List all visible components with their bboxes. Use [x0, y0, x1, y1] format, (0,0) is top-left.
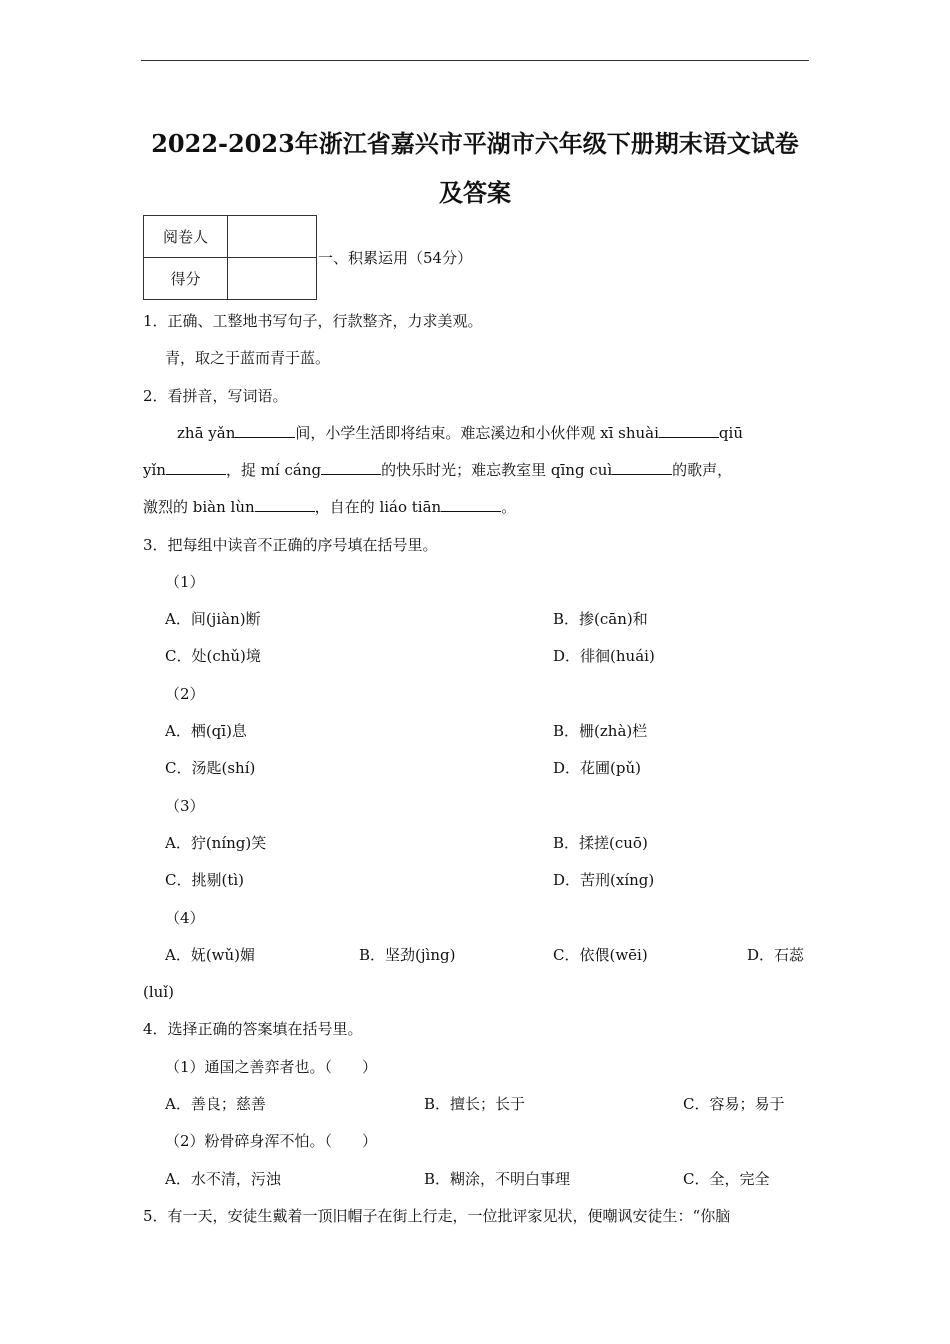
q4-sub1-option-b: B．擅长；长于 — [424, 1095, 526, 1113]
q4-sub1: （1）通国之善弈者也。（ ） — [165, 1058, 378, 1076]
q3-group4-option-d-cont: (luǐ) — [143, 983, 174, 1001]
q2-line1 — [177, 423, 743, 443]
q3-group3-option-b: B．揉搓(cuō) — [553, 834, 648, 852]
text: 的快乐时光；难忘教室里 qīng cuì — [381, 461, 613, 479]
q3-group3-option-c: C．挑剔(tì) — [165, 871, 245, 889]
q3-group4-label: （4） — [165, 909, 205, 927]
q3-stem: 3．把每组中读音不正确的序号填在括号里。 — [143, 536, 438, 554]
q3-group3-option-a: A．狞(níng)笑 — [165, 834, 267, 852]
q4-stem: 4．选择正确的答案填在括号里。 — [143, 1020, 363, 1038]
q3-group3-label: （3） — [165, 797, 205, 815]
q4-sub2-option-a: A．水不清，污浊 — [165, 1170, 281, 1188]
section-heading: 一、积累运用（54分） — [318, 249, 473, 267]
q3-group2-option-b: B．栅(zhà)栏 — [553, 722, 648, 740]
text: 的歌声， — [672, 461, 733, 479]
q3-group4-option-c: C．依偎(wēi) — [553, 946, 648, 964]
q3-group2-label: （2） — [165, 685, 205, 703]
answer-blank[interactable] — [166, 460, 226, 475]
q3-group1-option-b: B．掺(cān)和 — [553, 610, 648, 628]
q3-group1-label: （1） — [165, 573, 205, 591]
q4-sub2-option-b: B．糊涂，不明白事理 — [424, 1170, 571, 1188]
reviewer-box[interactable] — [228, 216, 317, 258]
q3-group2-option-c: C．汤匙(shí) — [165, 759, 256, 777]
q3-group1-option-a: A．间(jiàn)断 — [165, 610, 261, 628]
answer-blank[interactable] — [235, 423, 295, 438]
q1-stem: 1．正确、工整地书写句子，行款整齐，力求美观。 — [143, 312, 483, 330]
page-title: 2022-2023年浙江省嘉兴市平湖市六年级下册期末语文试卷 — [151, 129, 799, 158]
q1-sentence: 青，取之于蓝而青于蓝。 — [165, 349, 331, 367]
q3-group4-option-a: A．妩(wǔ)媚 — [165, 946, 256, 964]
score-label: 得分 — [144, 258, 228, 300]
q4-sub1-option-a: A．善良；慈善 — [165, 1095, 266, 1113]
q3-group4-option-b: B．坚劲(jìng) — [359, 946, 456, 964]
answer-blank[interactable] — [612, 460, 672, 475]
q3-group3-option-d: D．苦刑(xíng) — [553, 871, 655, 889]
answer-blank[interactable] — [255, 497, 315, 512]
q2-stem: 2．看拼音，写词语。 — [143, 387, 288, 405]
q3-group2-option-a: A．栖(qī)息 — [165, 722, 247, 740]
text: 间，小学生活即将结束。难忘溪边和小伙伴观 xī shuài — [295, 424, 659, 442]
text: 。 — [501, 498, 517, 516]
q4-sub2-option-c: C．全，完全 — [683, 1170, 770, 1188]
q3-group4-option-d: D．石蕊 — [747, 946, 805, 964]
text: ，捉 mí cáng — [225, 461, 322, 479]
q4-sub2: （2）粉骨碎身浑不怕。（ ） — [165, 1132, 378, 1150]
q2-line3 — [143, 497, 516, 517]
q4-sub1-option-c: C．容易；易于 — [683, 1095, 785, 1113]
q2-line2 — [143, 460, 732, 480]
q3-group2-option-d: D．花圃(pǔ) — [553, 759, 641, 777]
pinyin: yǐn — [143, 461, 166, 479]
score-table — [143, 215, 317, 300]
pinyin: zhā yǎn — [177, 424, 236, 442]
q3-group1-option-c: C．处(chǔ)境 — [165, 647, 261, 665]
answer-blank[interactable] — [321, 460, 381, 475]
header-rule — [141, 60, 809, 61]
text: 激烈的 biàn lùn — [143, 498, 255, 516]
page-title-continued: 及答案 — [439, 178, 511, 207]
q3-group1-option-d: D．徘徊(huái) — [553, 647, 655, 665]
pinyin: qiū — [718, 424, 743, 442]
answer-blank[interactable] — [441, 497, 501, 512]
text: ，自在的 liáo tiān — [314, 498, 442, 516]
q5-stem: 5．有一天，安徒生戴着一顶旧帽子在街上行走，一位批评家见状，便嘲讽安徒生：“你脑 — [143, 1207, 731, 1225]
reviewer-label: 阅卷人 — [144, 216, 228, 258]
answer-blank[interactable] — [659, 423, 719, 438]
score-box[interactable] — [228, 258, 317, 300]
